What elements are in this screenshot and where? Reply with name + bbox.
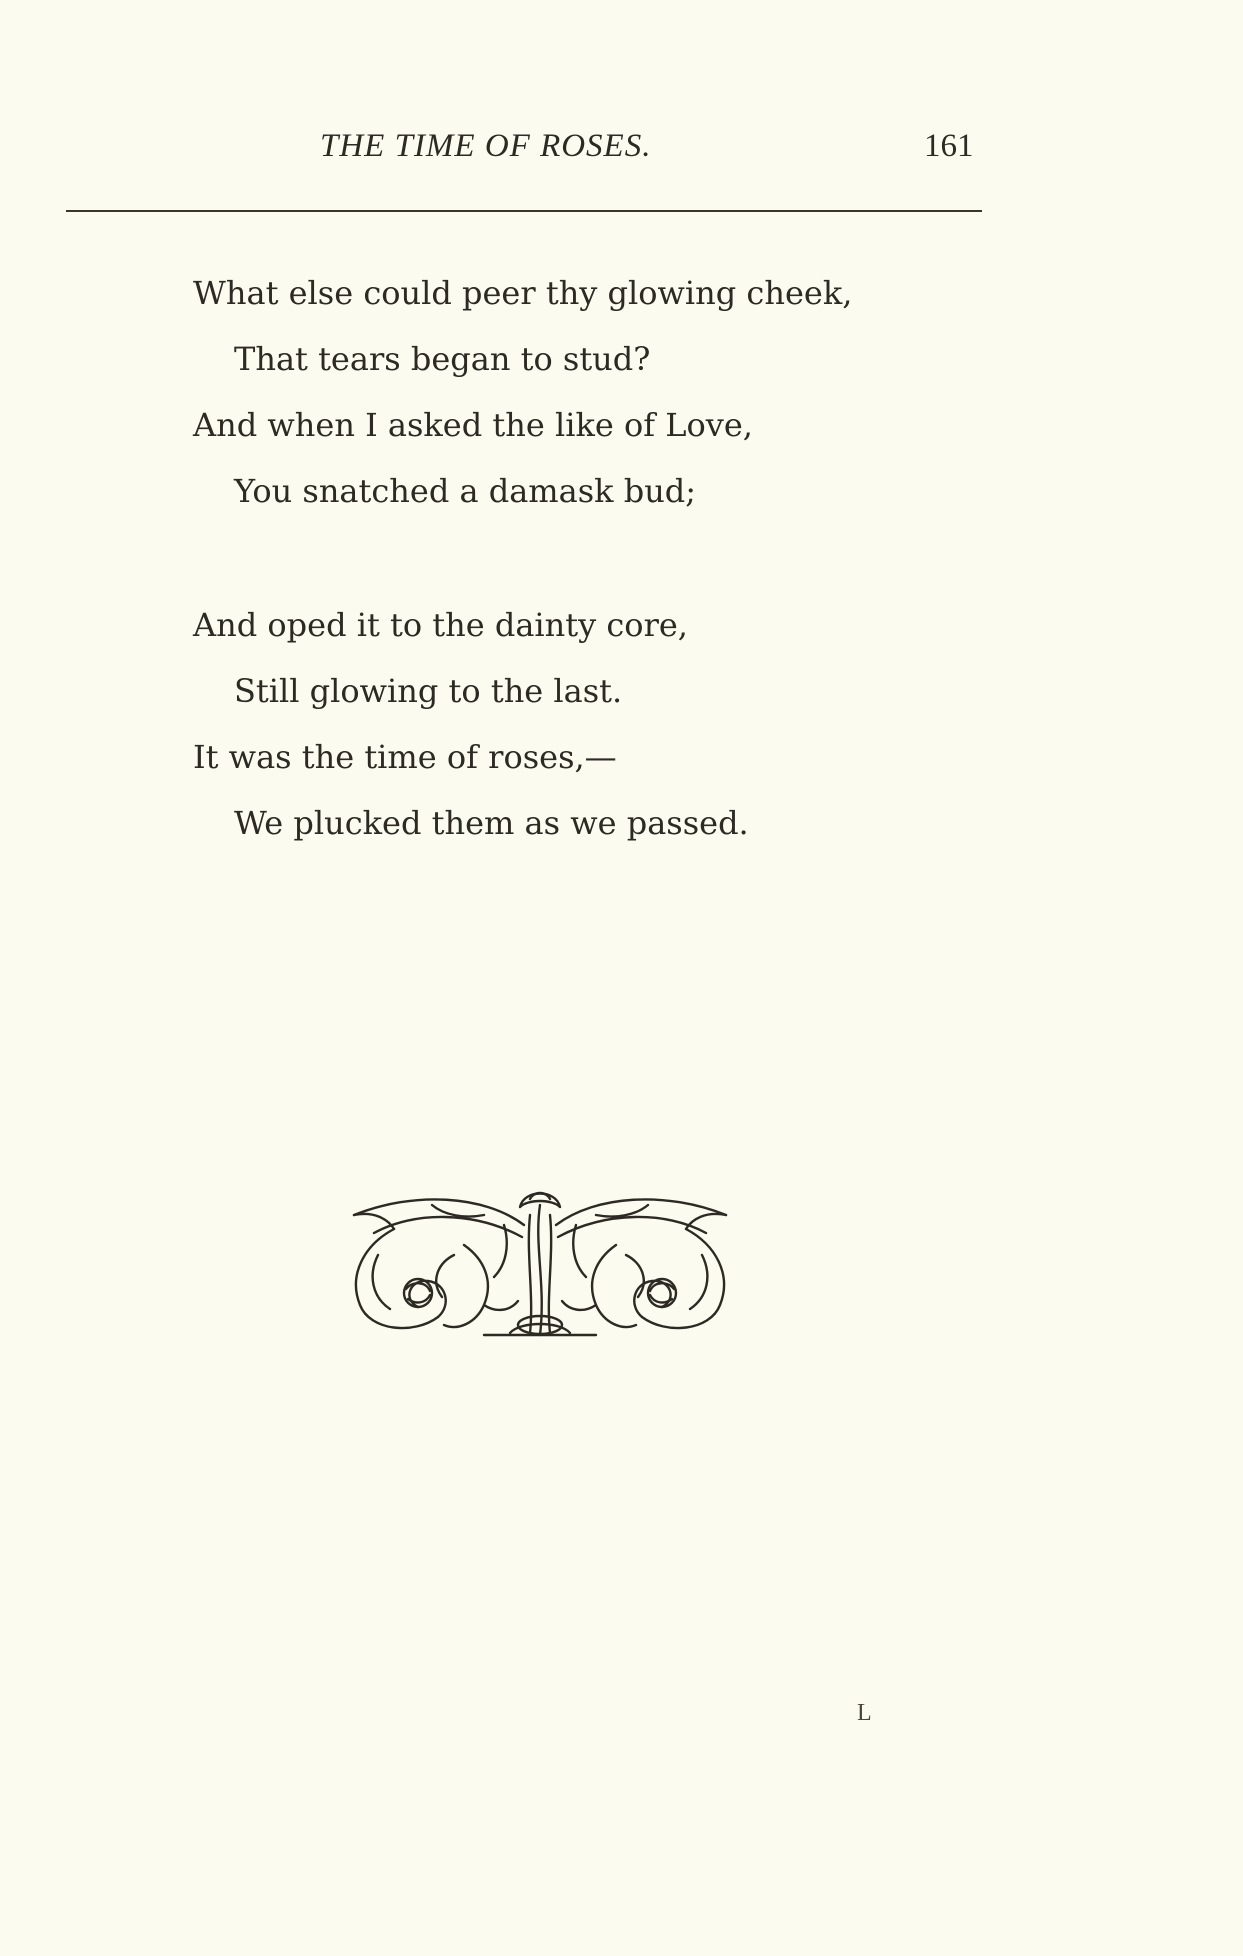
floral-tailpiece-icon <box>334 1185 746 1340</box>
poem-line: And when I asked the like of Love, <box>193 406 753 444</box>
poem-line: We plucked them as we passed. <box>234 804 749 842</box>
stanza-2 <box>193 592 749 856</box>
poem-line: And oped it to the dainty core, <box>193 606 688 644</box>
poem-line: You snatched a damask bud; <box>234 472 697 510</box>
poem-line: Still glowing to the last. <box>234 672 623 710</box>
stanza-1 <box>193 260 852 524</box>
poem-line: It was the time of roses,— <box>193 738 617 776</box>
signature-mark: L <box>857 1700 872 1726</box>
page-number: 161 <box>924 128 974 164</box>
header-rule <box>66 210 982 212</box>
poem-line: That tears began to stud? <box>234 340 651 378</box>
poem-line: What else could peer thy glowing cheek, <box>193 274 853 312</box>
running-title: THE TIME OF ROSES. <box>320 128 652 164</box>
